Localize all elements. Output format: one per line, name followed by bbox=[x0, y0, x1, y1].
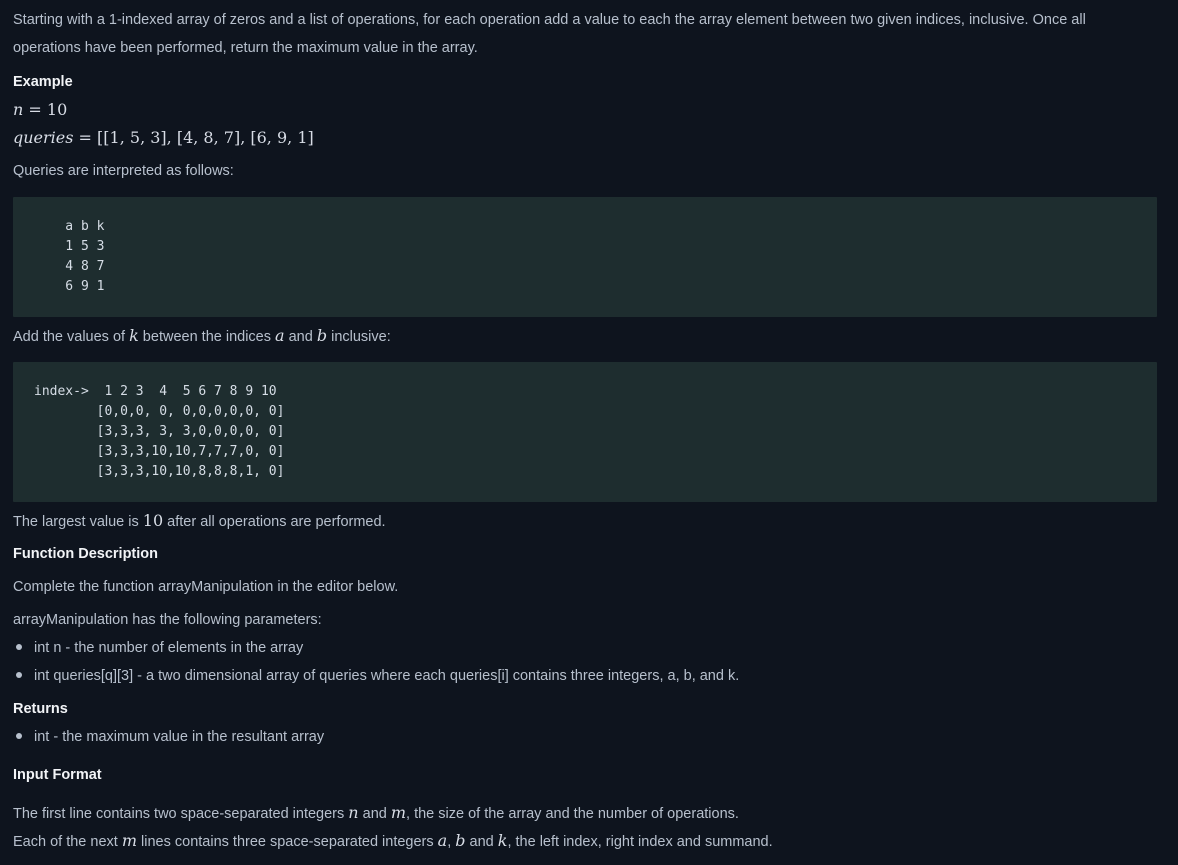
largest-value: 10 bbox=[142, 511, 164, 530]
n-value: = 10 bbox=[23, 100, 68, 119]
k-var: k bbox=[129, 326, 139, 345]
parameters-text: arrayManipulation has the following parameters: bbox=[13, 612, 322, 628]
queries-table: a b k 1 5 3 4 8 7 6 9 1 bbox=[65, 219, 105, 294]
example-n bbox=[13, 100, 67, 119]
largest-value-text: The largest value is 10 after all operations are performed. bbox=[13, 511, 386, 530]
function-description-heading: Function Description bbox=[13, 546, 158, 562]
complete-function-text: Complete the function arrayManipulation in the editor below. bbox=[13, 579, 399, 595]
array-states: index-> 1 2 3 4 5 6 7 8 9 10 [0,0,0, 0, 0,0,0,0,0, 0] [3,3,3, 3, 3,0,0,0,0, 0] [3,3,3,10,10,7,7,7,0, 0] [3,3,3,10,10,8,8,8,1, 0] bbox=[34, 384, 285, 479]
input-format-line-1: The first line contains two space-separated integers n and m, the size of the array and the number of operations. bbox=[13, 803, 739, 822]
input-format-line-2: Each of the next m lines contains three space-separated integers a, b and k, the left index, right index and summand. bbox=[13, 831, 773, 850]
example-heading: Example bbox=[13, 74, 73, 90]
bullet-icon bbox=[16, 733, 22, 739]
a-var: a bbox=[275, 326, 285, 345]
add-values-text: Add the values of k between the indices a and b inclusive: bbox=[13, 326, 391, 345]
code-block-queries bbox=[13, 197, 1157, 317]
code-block-array bbox=[13, 362, 1157, 502]
intro-line-1: Starting with a 1-indexed array of zeros and a list of operations, for each operation add a value to each the array element between two given indices, inclusive. Once all bbox=[13, 12, 1086, 28]
queries-variable: queries bbox=[13, 128, 74, 147]
interpret-text: Queries are interpreted as follows: bbox=[13, 163, 234, 179]
returns-item: int - the maximum value in the resultant array bbox=[13, 723, 324, 751]
n-variable: n bbox=[13, 100, 24, 119]
bullet-icon bbox=[16, 672, 22, 678]
example-queries bbox=[13, 128, 314, 147]
intro-line-2: operations have been performed, return the maximum value in the array. bbox=[13, 40, 478, 56]
bullet-icon bbox=[16, 644, 22, 650]
queries-value: = [[1, 5, 3], [4, 8, 7], [6, 9, 1] bbox=[73, 128, 314, 147]
b-var: b bbox=[316, 326, 328, 345]
param-item-n: int n - the number of elements in the array bbox=[13, 634, 303, 662]
param-item-queries: int queries[q][3] - a two dimensional array of queries where each queries[i] contains three integers, a, b, and k. bbox=[13, 662, 739, 690]
returns-heading: Returns bbox=[13, 701, 68, 717]
input-format-heading: Input Format bbox=[13, 767, 102, 783]
